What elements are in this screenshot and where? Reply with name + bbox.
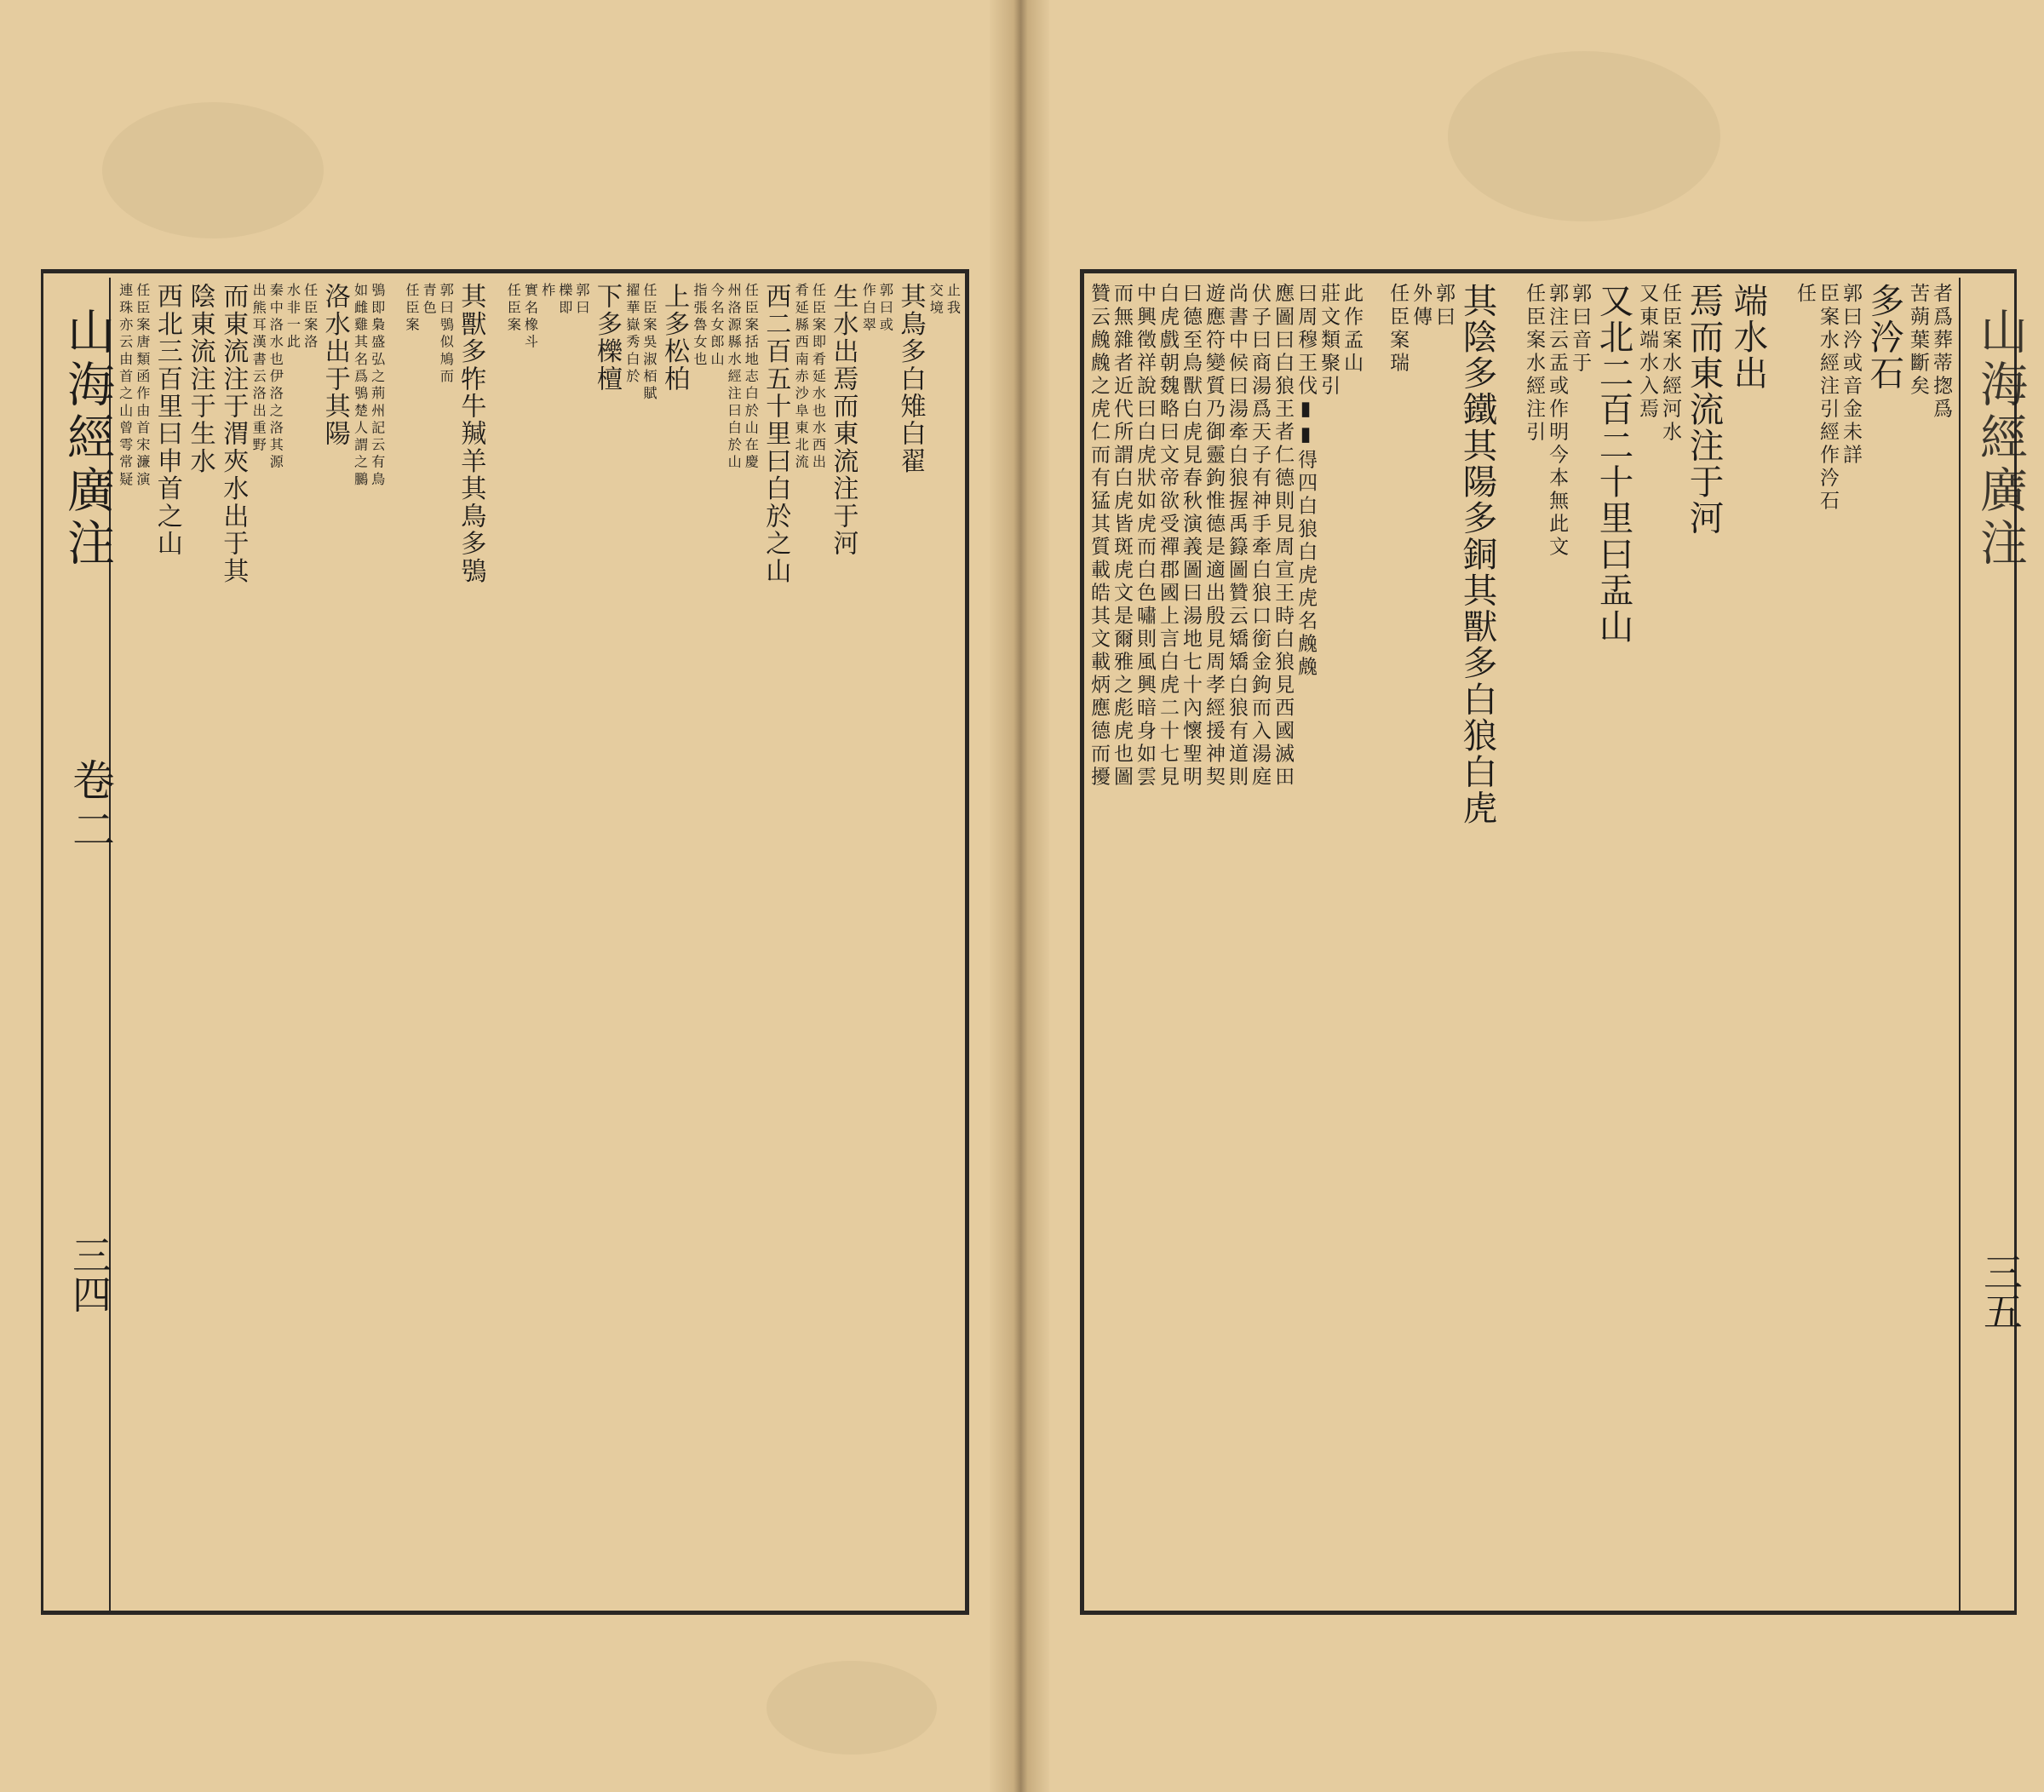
commentary-line: 伏子曰商湯爲天子有神手牽白狼口銜金鉤而入湯庭 bbox=[1249, 283, 1272, 790]
main-text-column: 西二百五十里曰白於之山 bbox=[761, 283, 791, 585]
commentary-line: 應圖曰白狼王者仁德則見周宣王時白狼見西國滅田 bbox=[1272, 283, 1295, 790]
commentary-line: 任臣案 bbox=[403, 283, 420, 335]
commentary-line: 止我 bbox=[944, 283, 961, 318]
commentary-line: 又東端水入焉 bbox=[1636, 283, 1659, 422]
commentary-double-column bbox=[351, 283, 385, 1603]
commentary-line: 郭曰音于 bbox=[1569, 283, 1592, 376]
commentary-double-column bbox=[385, 283, 419, 1603]
commentary-double-column bbox=[1087, 283, 1133, 1603]
commentary-double-column bbox=[555, 283, 589, 1603]
commentary-line: 遊應符變質乃御靈鉤惟德是適出殷見周孝經援神契 bbox=[1203, 283, 1226, 790]
commentary-line: 出熊耳漢書云洛出重野 bbox=[250, 283, 267, 455]
main-text-column: 西北三百里曰申首之山 bbox=[152, 283, 182, 558]
left-side-folio: 三四 bbox=[66, 1235, 112, 1313]
commentary-line: 作白翠 bbox=[859, 283, 876, 335]
commentary-double-column bbox=[1225, 283, 1271, 1603]
commentary-line: 此作孟山 bbox=[1341, 283, 1364, 376]
commentary-line: 苦蒴葉斷矣 bbox=[1906, 283, 1929, 399]
main-text-column: 焉而東流注于河 bbox=[1683, 283, 1725, 537]
main-text-column: 上多松柏 bbox=[659, 283, 690, 393]
commentary-line bbox=[1363, 283, 1386, 1603]
commentary-line: 任 bbox=[1794, 283, 1816, 307]
commentary-line: 州洛源縣水經注曰白於山 bbox=[725, 283, 742, 472]
commentary-double-column bbox=[1409, 283, 1455, 1603]
commentary-double-column bbox=[623, 283, 657, 1603]
main-text-column: 下多櫟檀 bbox=[592, 283, 623, 393]
commentary-line: 郭注云盂或作明今本無此文 bbox=[1546, 283, 1569, 560]
main-text-column: 端水出 bbox=[1727, 283, 1769, 392]
right-side-rule bbox=[1959, 278, 1961, 1615]
commentary-line: 任臣案洛 bbox=[301, 283, 319, 352]
commentary-line: 交境 bbox=[927, 283, 944, 318]
commentary-double-column bbox=[1133, 283, 1179, 1603]
commentary-line: 莊文類聚引 bbox=[1318, 283, 1341, 399]
commentary-line: 郭曰 bbox=[573, 283, 590, 318]
commentary-double-column bbox=[792, 283, 826, 1603]
commentary-line: 而無雜者近代所謂白虎皆斑虎文是爾雅之彪虎也圖 bbox=[1111, 283, 1134, 790]
commentary-line: 曰周穆王伐▮▮得四白狼白虎虎名䖘䖘 bbox=[1295, 283, 1318, 680]
commentary-double-column bbox=[859, 283, 893, 1603]
main-text-column: 又北二百二十里曰盂山 bbox=[1593, 283, 1634, 646]
main-text-column: 洛水出于其陽 bbox=[319, 283, 350, 448]
commentary-double-column bbox=[1317, 283, 1363, 1603]
commentary-line: 外傳 bbox=[1410, 283, 1433, 330]
commentary-line: 連珠亦云由首之山曾雩常疑 bbox=[117, 283, 134, 489]
paper-stain bbox=[102, 102, 324, 238]
commentary-double-column bbox=[1271, 283, 1317, 1603]
commentary-double-column bbox=[1816, 283, 1862, 1603]
commentary-line: 擢華嶽秀白於 bbox=[623, 283, 640, 386]
commentary-line: 尚書中候曰湯牽白狼握禹籙圖贊云矯矯白狼有道則 bbox=[1226, 283, 1249, 790]
commentary-double-column bbox=[521, 283, 555, 1603]
commentary-line: 贊云䖘䖘之虎仁而有猛其質載皓其文載炳應德而擾 bbox=[1088, 283, 1111, 790]
commentary-line: 今名女郎山 bbox=[708, 283, 725, 369]
commentary-line: 秦中洛水也伊洛之洛其源 bbox=[267, 283, 284, 472]
commentary-double-column bbox=[487, 283, 521, 1603]
commentary-line: 白虎戲朝魏略曰文帝欲受禪郡國上言白虎二十七見 bbox=[1157, 283, 1180, 790]
commentary-line: 指張魯女也 bbox=[691, 283, 708, 369]
commentary-line: 肴延縣西南赤沙阜東北流 bbox=[792, 283, 809, 472]
right-side-title: 山海經廣注 bbox=[1972, 307, 2028, 571]
commentary-double-column bbox=[1906, 283, 1952, 1603]
commentary-line: 實名橡斗 bbox=[522, 283, 538, 352]
commentary-line: 任臣案吳淑栢賦 bbox=[640, 283, 657, 404]
commentary-double-column bbox=[420, 283, 454, 1603]
commentary-line bbox=[385, 283, 402, 1603]
paper-stain bbox=[766, 1661, 937, 1755]
main-text-column: 生水出焉而東流注于河 bbox=[828, 283, 858, 558]
main-text-column: 陰東流注于生水 bbox=[185, 283, 215, 475]
commentary-double-column bbox=[284, 283, 318, 1603]
commentary-line bbox=[1770, 283, 1793, 1603]
commentary-line: 任臣案水經河水 bbox=[1659, 283, 1682, 445]
commentary-double-column bbox=[1635, 283, 1681, 1603]
commentary-line: 鴞即梟盛弘之荊州記云有鳥 bbox=[369, 283, 386, 489]
commentary-line: 任臣案括地志白於山在慶 bbox=[742, 283, 759, 472]
paper-stain bbox=[1448, 51, 1720, 221]
commentary-line: 郭曰或 bbox=[876, 283, 893, 335]
commentary-line: 任臣案唐類函作由首宋濂演 bbox=[134, 283, 151, 489]
commentary-line: 郭曰汵或音金未詳 bbox=[1840, 283, 1863, 468]
commentary-line bbox=[1499, 283, 1522, 1603]
commentary-double-column bbox=[690, 283, 724, 1603]
commentary-line bbox=[487, 283, 504, 1603]
commentary-double-column bbox=[250, 283, 284, 1603]
commentary-line: 任臣案瑞 bbox=[1387, 283, 1410, 376]
commentary-line: 如雌雞其名爲鴞楚人謂之鵩 bbox=[352, 283, 369, 489]
right-side-folio: 三五 bbox=[1978, 1252, 2024, 1330]
commentary-line: 者爲葬蒂揔爲 bbox=[1929, 283, 1952, 422]
book-gutter bbox=[990, 0, 1049, 1792]
commentary-double-column bbox=[1770, 283, 1816, 1603]
commentary-line: 中興徵祥說曰白虎狀如虎而白色嘯則風興暗身如雲 bbox=[1134, 283, 1157, 790]
commentary-line: 任臣案水經注引 bbox=[1523, 283, 1546, 445]
commentary-double-column bbox=[1179, 283, 1225, 1603]
commentary-line: 青色 bbox=[420, 283, 437, 318]
left-side-title: 山海經廣注 bbox=[60, 307, 115, 571]
commentary-line: 郭曰 bbox=[1433, 283, 1455, 330]
commentary-line: 曰德至鳥獸白虎見春秋演義圖曰湯地七十內懷聖明 bbox=[1180, 283, 1203, 790]
main-text-column: 而東流注于渭夾水出于其 bbox=[218, 283, 249, 585]
main-text-column: 多汵石 bbox=[1863, 283, 1905, 392]
main-text-column: 其鳥多白雉白翟 bbox=[895, 283, 926, 475]
commentary-line: 柞 bbox=[539, 283, 556, 301]
commentary-line: 任臣案 bbox=[504, 283, 521, 335]
commentary-double-column bbox=[927, 283, 961, 1603]
left-side-volume: 卷二 bbox=[66, 758, 115, 857]
commentary-line: 水非一此 bbox=[284, 283, 301, 352]
commentary-double-column bbox=[1363, 283, 1409, 1603]
commentary-double-column bbox=[725, 283, 759, 1603]
commentary-line: 臣案水經注引經作汵石 bbox=[1817, 283, 1840, 514]
commentary-double-column bbox=[1545, 283, 1591, 1603]
commentary-line: 任臣案即肴延水也水西出 bbox=[809, 283, 826, 472]
main-text-column: 其陰多鐵其陽多銅其獸多白狼白虎 bbox=[1456, 283, 1498, 826]
commentary-double-column bbox=[1499, 283, 1545, 1603]
commentary-line: 郭曰鴞似鳩而 bbox=[437, 283, 454, 386]
commentary-double-column bbox=[116, 283, 150, 1603]
commentary-line: 櫟即 bbox=[556, 283, 573, 318]
main-text-column: 其獸多㸲牛羬羊其鳥多鴞 bbox=[456, 283, 486, 585]
